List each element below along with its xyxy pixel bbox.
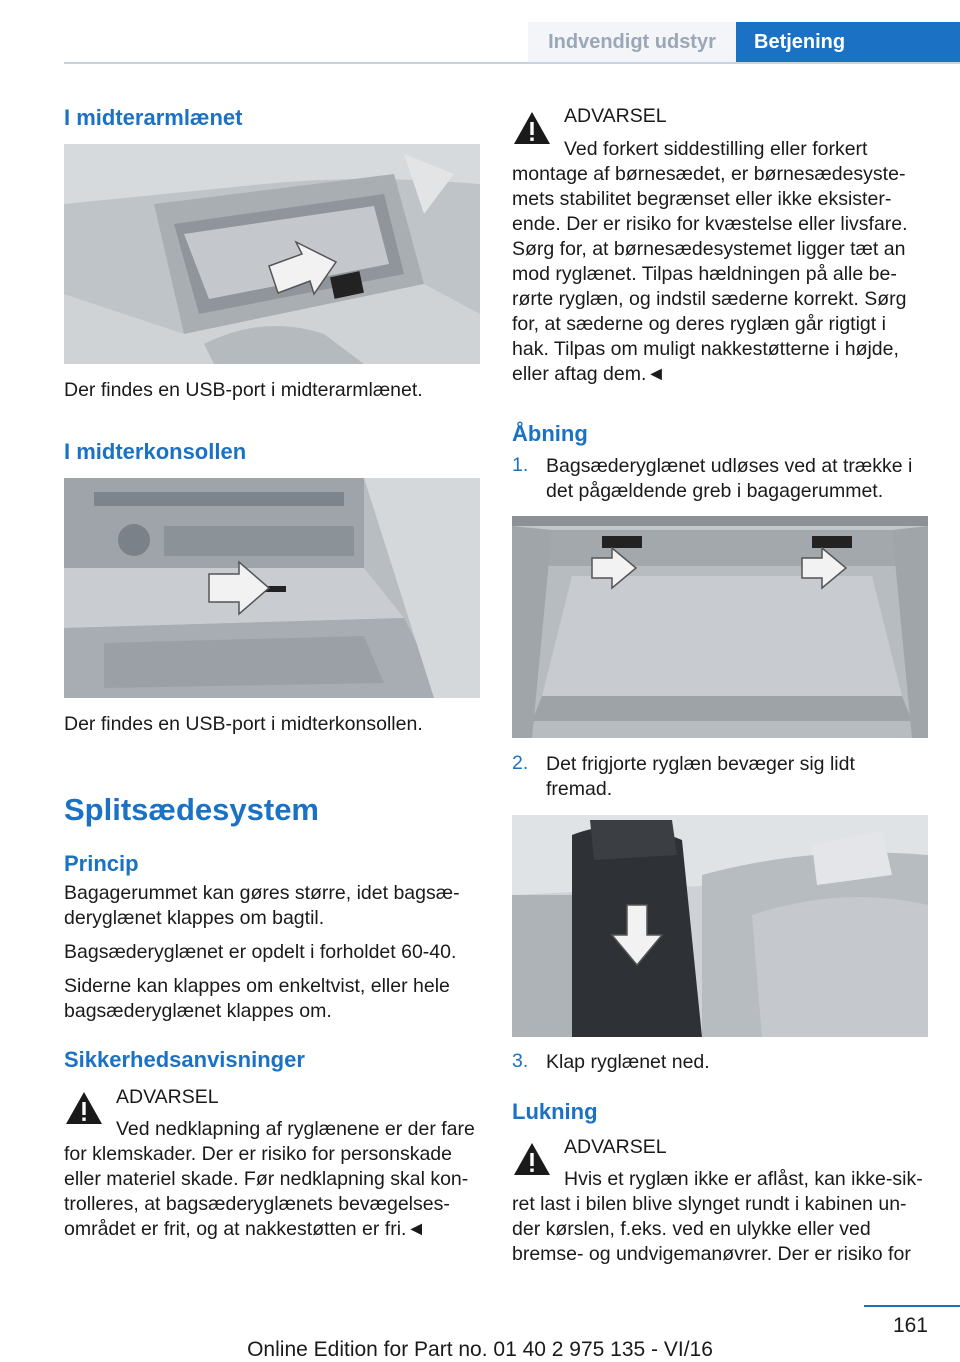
warning-text-line: der kørslen, f.eks. ved en ulykke eller ved: [512, 1218, 871, 1240]
warning-text-line: for klemskader. Der er risiko for personskade: [64, 1143, 452, 1165]
warning-text-line: eller aftag dem.◄: [512, 363, 666, 385]
heading-midterkonsollen: I midterkonsollen: [64, 439, 247, 464]
warning-text-line: Ved nedklapning af ryglænene er der fare: [116, 1118, 475, 1140]
warning-text-line: mets stabilitet begrænset eller ikke eksister‐: [512, 188, 892, 210]
heading-sikkerhedsanvisninger: Sikkerhedsanvisninger: [64, 1047, 305, 1072]
console-usb-image: [64, 478, 480, 698]
warning-icon: [64, 1090, 104, 1126]
footer-rule: [864, 1305, 960, 1307]
warning-text-line: området er frit, og at nakkestøtten er fri.◄: [64, 1218, 426, 1240]
warning-text-line: for, at sæderne og deres ryglæn går rigtigt i: [512, 313, 886, 335]
header-tab-active[interactable]: Betjening: [736, 22, 960, 62]
step-text: Det frigjorte ryglæn bevæger sig lidt: [546, 753, 855, 775]
warning-title: ADVARSEL: [564, 1136, 667, 1158]
step-number: 2.: [512, 752, 529, 774]
warning-text-line: Ved forkert siddestilling eller forkert: [564, 138, 868, 160]
step-number: 1.: [512, 454, 529, 476]
armrest-usb-image: [64, 144, 480, 364]
header-tab-section[interactable]: Indvendigt udstyr: [528, 22, 736, 62]
heading-midterarmlaenet: I midterarmlænet: [64, 105, 243, 130]
warning-text-line: ende. Der er risiko for kvæstelse eller livsfare.: [512, 213, 908, 235]
warning-text-line: rørte ryglæn, og indstil sæderne korrekt. Sørg: [512, 288, 907, 310]
trunk-release-image: [512, 516, 928, 738]
warning-text-line: hak. Tilpas om muligt nakkestøtterne i højde,: [512, 338, 899, 360]
warning-text-line: ret last i bilen blive slynget rundt i kabinen un‐: [512, 1193, 907, 1215]
warning-icon: [512, 110, 552, 146]
warning-title: ADVARSEL: [116, 1086, 219, 1108]
warning-text-line: montage af børnesædet, er børnesædesyste‐: [512, 163, 906, 185]
princip-text-1a: Bagagerummet kan gøres større, idet bagsæ‐: [64, 882, 460, 904]
step-text: fremad.: [546, 778, 613, 800]
step-number: 3.: [512, 1050, 529, 1072]
warning-icon: [512, 1141, 552, 1177]
warning-title: ADVARSEL: [564, 105, 667, 127]
warning-text-line: eller materiel skade. Før nedklapning skal kon‐: [64, 1168, 469, 1190]
warning-text-line: Hvis et ryglæn ikke er aflåst, kan ikke-sik‐: [564, 1168, 923, 1190]
caption-midterkonsollen: Der findes en USB-port i midterkonsollen.: [64, 713, 423, 735]
warning-text-line: mod ryglænet. Tilpas hældningen på alle be‐: [512, 263, 897, 285]
princip-text-1b: deryglænet klappes om bagtil.: [64, 907, 325, 929]
edition-footer: Online Edition for Part no. 01 40 2 975 135 - VI/16: [247, 1338, 713, 1361]
warning-text-line: trolleres, at bagsæderyglænets bevægelses‐: [64, 1193, 450, 1215]
heading-aabning: Åbning: [512, 421, 588, 446]
heading-splitsaedesystem: Splitsædesystem: [64, 792, 319, 827]
heading-lukning: Lukning: [512, 1099, 598, 1124]
seatback-forward-image: [512, 815, 928, 1037]
princip-text-3a: Siderne kan klappes om enkeltvist, eller hele: [64, 975, 450, 997]
header-rule: [64, 62, 960, 64]
heading-princip: Princip: [64, 851, 139, 876]
warning-text-line: bremse- og undvigemanøvrer. Der er risiko for: [512, 1243, 911, 1265]
page-number: 161: [892, 1314, 928, 1337]
caption-midterarmlaenet: Der findes en USB-port i midterarmlænet.: [64, 379, 423, 401]
step-text: det pågældende greb i bagagerummet.: [546, 480, 884, 502]
step-text: Klap ryglænet ned.: [546, 1051, 710, 1073]
step-text: Bagsæderyglænet udløses ved at trække i: [546, 455, 913, 477]
princip-text-3b: bagsæderyglænet klappes om.: [64, 1000, 332, 1022]
princip-text-2: Bagsæderyglænet er opdelt i forholdet 60-40.: [64, 941, 457, 963]
warning-text-line: Sørg for, at børnesædesystemet ligger tæt an: [512, 238, 906, 260]
